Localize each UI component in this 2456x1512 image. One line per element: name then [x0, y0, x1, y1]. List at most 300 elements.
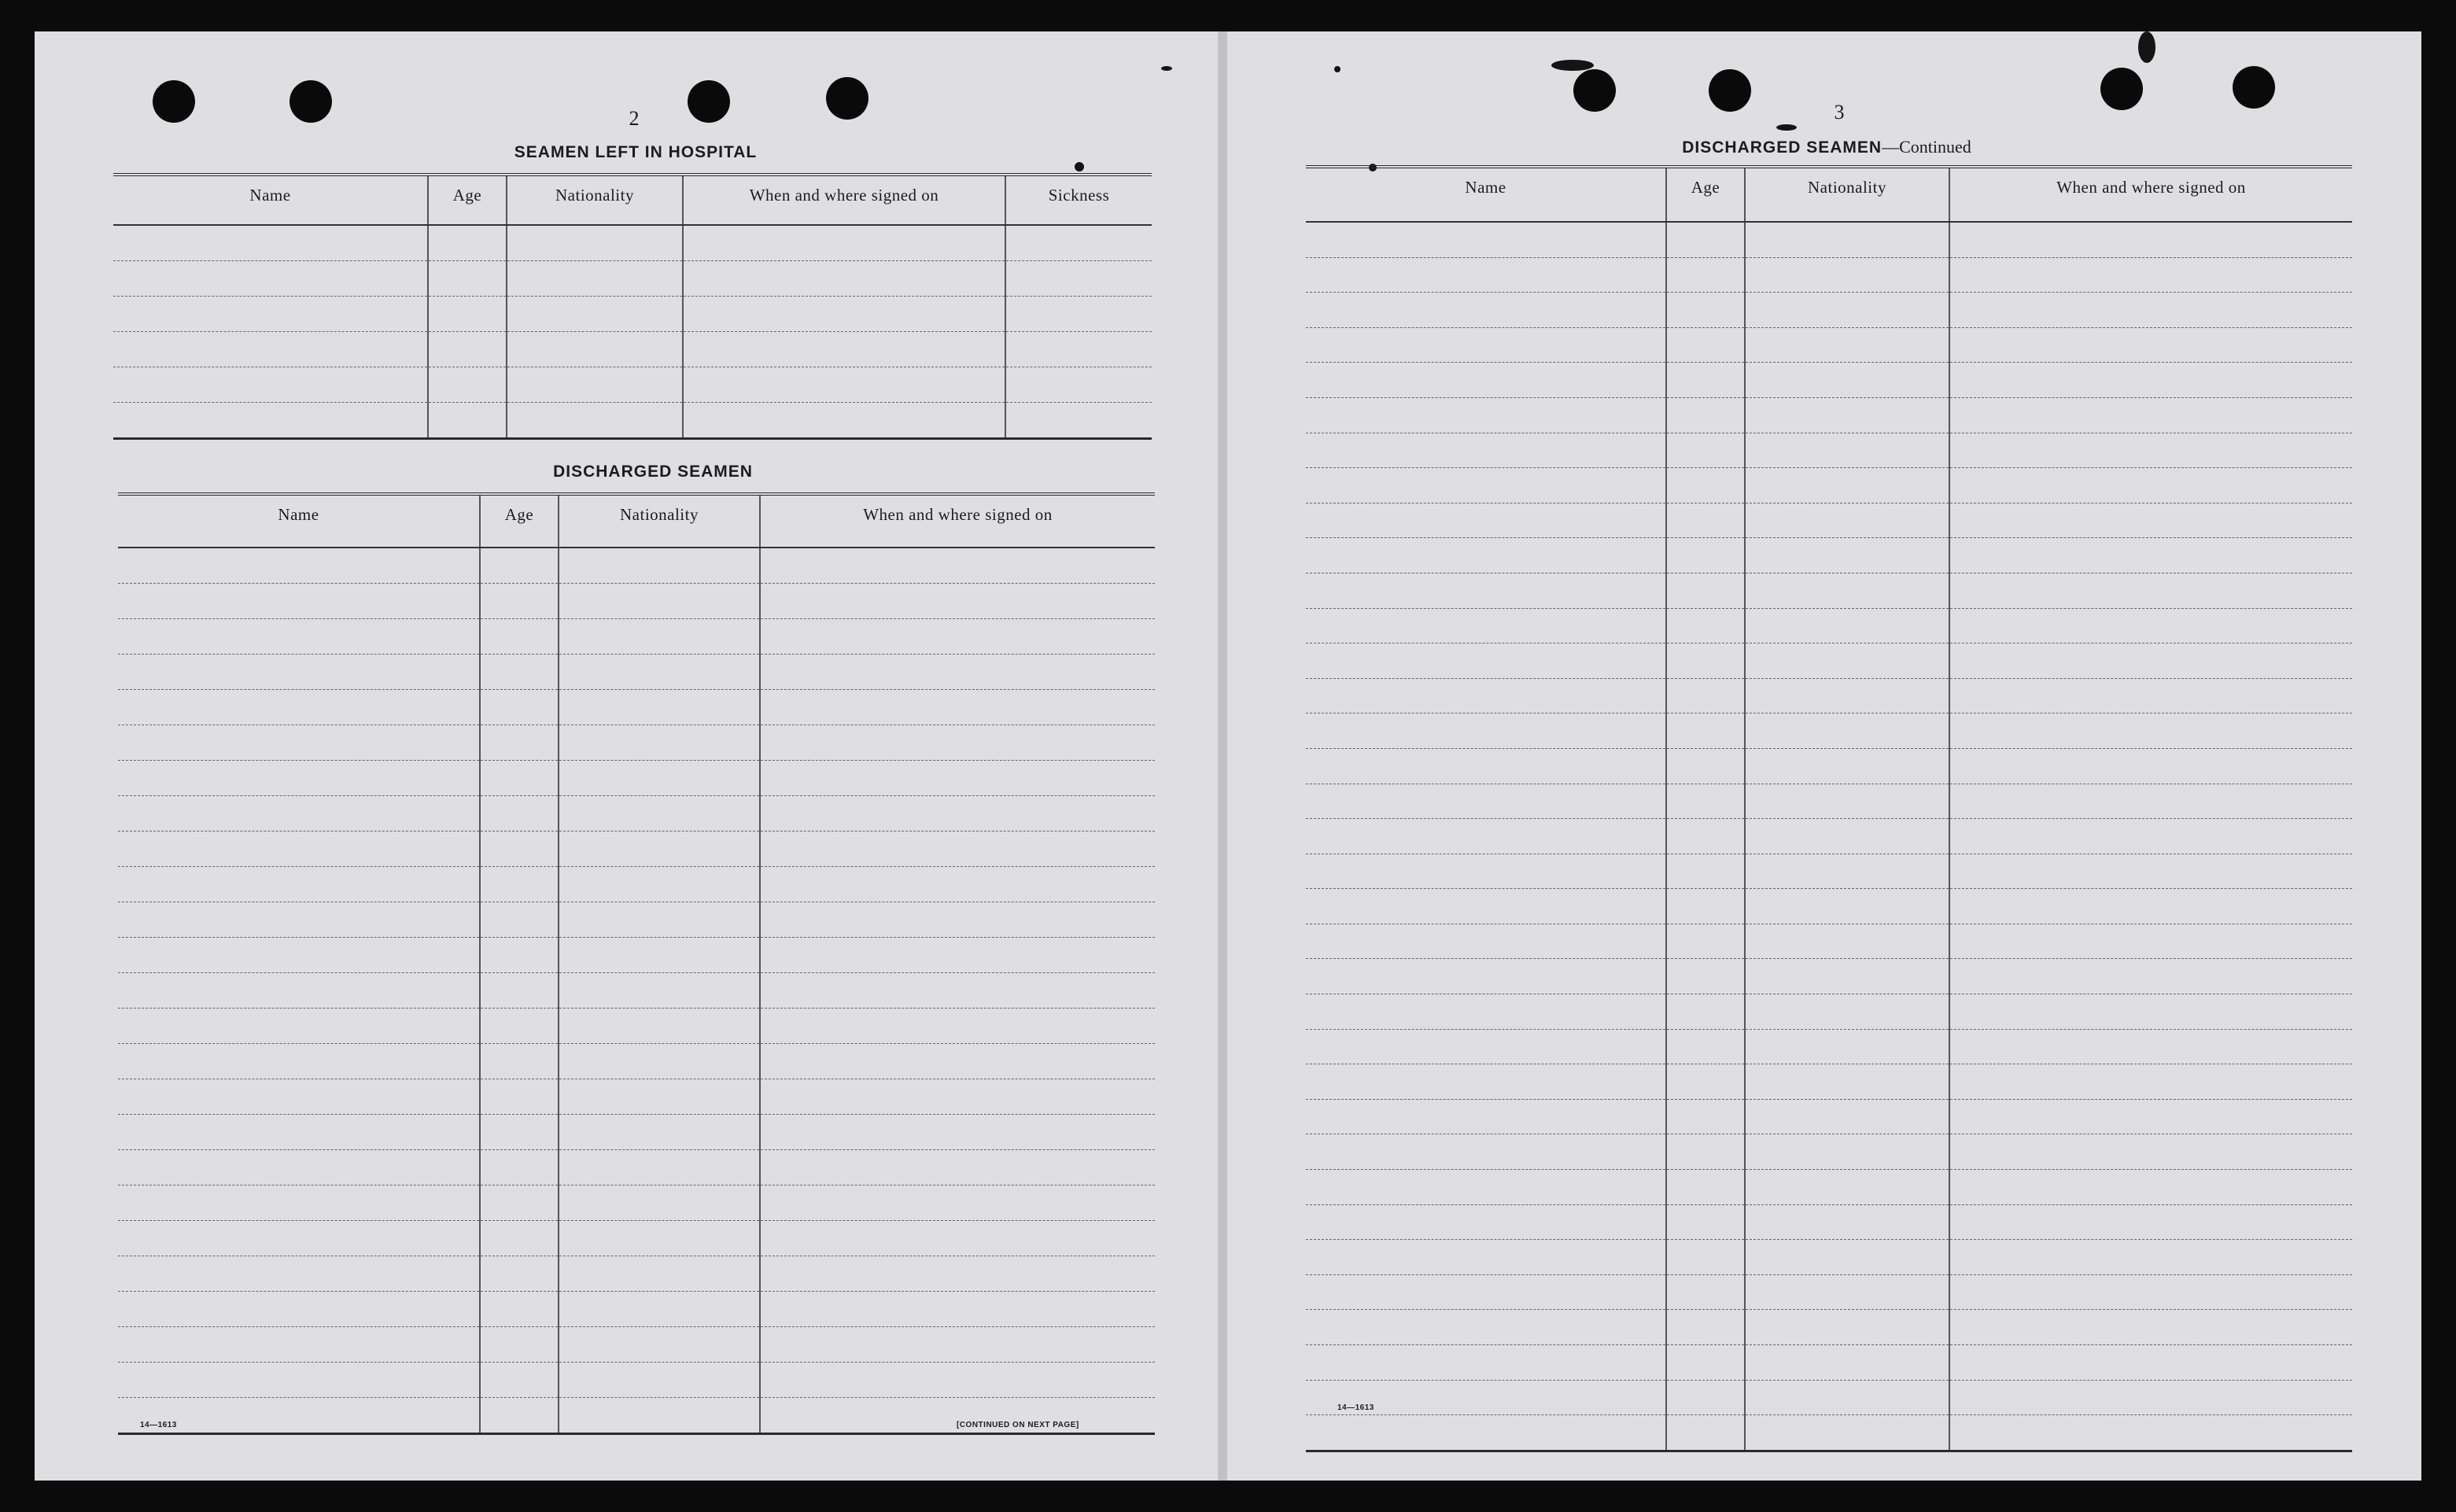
table-row	[1306, 257, 2352, 293]
form-number: 14—1613	[140, 1421, 177, 1429]
blank-cell	[559, 1150, 760, 1186]
blank-cell	[559, 1363, 760, 1398]
table-row	[113, 261, 1152, 297]
blank-cell	[1306, 1029, 1666, 1064]
blank-cell	[1666, 257, 1745, 293]
punch-hole	[826, 77, 868, 120]
blank-cell	[1745, 994, 1949, 1030]
blank-cell	[760, 832, 1155, 867]
blank-cell	[1745, 644, 1949, 679]
col-header-sickness: Sickness	[1005, 175, 1152, 225]
blank-cell	[1306, 1415, 1666, 1451]
table-row	[113, 367, 1152, 403]
table-row	[1306, 714, 2352, 749]
blank-cell	[1745, 1274, 1949, 1310]
table-row	[118, 1186, 1155, 1221]
blank-cell	[1949, 222, 2352, 257]
blank-cell	[760, 1327, 1155, 1363]
blank-cell	[1666, 819, 1745, 854]
blank-cell	[1306, 1310, 1666, 1345]
blank-cell	[1306, 433, 1666, 468]
table-row	[118, 1327, 1155, 1363]
punch-hole	[2100, 68, 2143, 110]
blank-cell	[1306, 327, 1666, 363]
blank-cell	[1745, 889, 1949, 924]
blank-cell	[683, 403, 1005, 439]
table-row	[118, 619, 1155, 655]
blank-cell	[113, 225, 428, 261]
blank-cell	[1949, 1415, 2352, 1451]
blank-cell	[1666, 784, 1745, 819]
blank-cell	[559, 1044, 760, 1079]
blank-cell	[1745, 1204, 1949, 1240]
blank-cell	[480, 761, 559, 796]
col-header-name: Name	[118, 494, 480, 548]
blank-cell	[1306, 678, 1666, 714]
blank-cell	[118, 619, 480, 655]
blank-cell	[1005, 332, 1152, 367]
blank-cell	[559, 1221, 760, 1256]
blank-cell	[1745, 1029, 1949, 1064]
blank-cell	[760, 1186, 1155, 1221]
blank-cell	[1949, 397, 2352, 433]
blank-cell	[480, 796, 559, 832]
blank-cell	[118, 1256, 480, 1292]
table-row	[118, 1256, 1155, 1292]
col-header-signed-on: When and where signed on	[683, 175, 1005, 225]
blank-cell	[1745, 1064, 1949, 1100]
table-row	[1306, 994, 2352, 1030]
blank-cell	[118, 973, 480, 1009]
blank-cell	[1949, 994, 2352, 1030]
table-row	[1306, 1204, 2352, 1240]
blank-cell	[428, 225, 507, 261]
blank-cell	[1306, 538, 1666, 573]
blank-cell	[760, 619, 1155, 655]
blank-cell	[1306, 1170, 1666, 1205]
blank-cell	[559, 725, 760, 761]
blank-cell	[1306, 1204, 1666, 1240]
discharged-section-title: DISCHARGED SEAMEN	[553, 463, 753, 481]
blank-cell	[559, 548, 760, 584]
table-header-row	[113, 175, 1152, 225]
blank-cell	[1949, 1240, 2352, 1275]
punch-hole	[2233, 66, 2275, 109]
blank-cell	[683, 297, 1005, 332]
table-row	[1306, 1415, 2352, 1451]
blank-cell	[118, 725, 480, 761]
blank-cell	[1666, 748, 1745, 784]
blank-cell	[1666, 1310, 1745, 1345]
blank-cell	[118, 1044, 480, 1079]
table-row	[1306, 854, 2352, 889]
blank-cell	[1666, 573, 1745, 608]
table-row	[113, 225, 1152, 261]
blank-cell	[1745, 397, 1949, 433]
table-row	[118, 584, 1155, 619]
blank-cell	[760, 973, 1155, 1009]
blank-cell	[1949, 924, 2352, 959]
blank-cell	[480, 832, 559, 867]
blank-cell	[1666, 397, 1745, 433]
blank-cell	[1949, 363, 2352, 398]
blank-cell	[1949, 293, 2352, 328]
table-row	[118, 548, 1155, 584]
blank-cell	[118, 655, 480, 690]
blank-cell	[1949, 1345, 2352, 1381]
form-number: 14—1613	[1337, 1403, 1374, 1412]
page-number: 3	[1834, 101, 1845, 124]
blank-cell	[559, 1079, 760, 1115]
blank-cell	[559, 832, 760, 867]
blank-cell	[1666, 1415, 1745, 1451]
blank-cell	[480, 867, 559, 902]
blank-cell	[480, 725, 559, 761]
blank-cell	[507, 367, 683, 403]
col-header-age: Age	[480, 494, 559, 548]
blank-cell	[1666, 468, 1745, 503]
blank-cell	[118, 1186, 480, 1221]
table-row	[1306, 678, 2352, 714]
blank-cell	[1666, 1204, 1745, 1240]
blank-cell	[480, 1186, 559, 1221]
blank-cell	[760, 761, 1155, 796]
blank-cell	[1306, 363, 1666, 398]
blank-cell	[1306, 222, 1666, 257]
table-row	[1306, 503, 2352, 538]
blank-cell	[113, 332, 428, 367]
blank-cell	[683, 367, 1005, 403]
blank-cell	[1666, 644, 1745, 679]
blank-cell	[1745, 1099, 1949, 1134]
blank-cell	[559, 1292, 760, 1327]
blank-cell	[1306, 1099, 1666, 1134]
blank-cell	[559, 619, 760, 655]
blank-cell	[760, 796, 1155, 832]
table-row	[113, 332, 1152, 367]
blank-cell	[760, 1115, 1155, 1150]
blank-cell	[1306, 748, 1666, 784]
blank-cell	[1745, 1240, 1949, 1275]
blank-cell	[559, 938, 760, 973]
blank-cell	[1306, 644, 1666, 679]
blank-cell	[1666, 503, 1745, 538]
blank-cell	[683, 225, 1005, 261]
blank-cell	[559, 1115, 760, 1150]
blank-cell	[118, 1079, 480, 1115]
blank-cell	[1306, 573, 1666, 608]
blank-cell	[1666, 959, 1745, 994]
blank-cell	[118, 1115, 480, 1150]
blank-cell	[480, 1009, 559, 1044]
blank-cell	[559, 1398, 760, 1434]
blank-cell	[1306, 1274, 1666, 1310]
blank-cell	[1949, 573, 2352, 608]
table-row	[1306, 293, 2352, 328]
ink-speck	[1334, 66, 1340, 72]
blank-cell	[480, 1044, 559, 1079]
blank-cell	[760, 867, 1155, 902]
blank-cell	[1666, 714, 1745, 749]
blank-cell	[1666, 854, 1745, 889]
blank-cell	[1666, 293, 1745, 328]
table-row	[1306, 538, 2352, 573]
blank-cell	[1666, 538, 1745, 573]
blank-cell	[113, 403, 428, 439]
blank-cell	[1745, 854, 1949, 889]
table-row	[1306, 1029, 2352, 1064]
hospital-section-title: SEAMEN LEFT IN HOSPITAL	[514, 143, 758, 161]
blank-cell	[1745, 1345, 1949, 1381]
blank-cell	[1745, 924, 1949, 959]
blank-cell	[480, 584, 559, 619]
table-row	[118, 902, 1155, 938]
blank-cell	[480, 938, 559, 973]
table-row	[1306, 1099, 2352, 1134]
blank-cell	[480, 902, 559, 938]
blank-cell	[1306, 468, 1666, 503]
table-row	[1306, 1345, 2352, 1381]
blank-cell	[1666, 222, 1745, 257]
blank-cell	[1745, 363, 1949, 398]
blank-cell	[1306, 293, 1666, 328]
blank-cell	[1306, 397, 1666, 433]
table-row	[1306, 1240, 2352, 1275]
blank-cell	[1949, 959, 2352, 994]
blank-cell	[1949, 503, 2352, 538]
blank-cell	[1666, 1064, 1745, 1100]
blank-cell	[1666, 608, 1745, 644]
blank-cell	[1306, 714, 1666, 749]
blank-cell	[1005, 403, 1152, 439]
table-row	[118, 867, 1155, 902]
blank-cell	[1666, 924, 1745, 959]
table-row	[118, 1221, 1155, 1256]
blank-cell	[760, 725, 1155, 761]
table-row	[118, 973, 1155, 1009]
blank-cell	[1949, 468, 2352, 503]
blank-cell	[760, 902, 1155, 938]
table-row	[1306, 1380, 2352, 1415]
blank-cell	[1949, 433, 2352, 468]
table-header-row	[1306, 167, 2352, 222]
table-row	[118, 796, 1155, 832]
blank-cell	[1949, 1170, 2352, 1205]
blank-cell	[1666, 1029, 1745, 1064]
blank-cell	[559, 1327, 760, 1363]
blank-cell	[1949, 854, 2352, 889]
blank-cell	[1666, 994, 1745, 1030]
blank-cell	[1745, 293, 1949, 328]
blank-cell	[1306, 819, 1666, 854]
col-header-name: Name	[113, 175, 428, 225]
blank-cell	[480, 1363, 559, 1398]
blank-cell	[507, 261, 683, 297]
blank-cell	[1949, 257, 2352, 293]
blank-cell	[559, 1256, 760, 1292]
blank-cell	[1745, 257, 1949, 293]
table-row	[1306, 222, 2352, 257]
blank-cell	[480, 1327, 559, 1363]
blank-cell	[1745, 678, 1949, 714]
blank-cell	[1949, 327, 2352, 363]
blank-cell	[559, 1009, 760, 1044]
ink-speck	[1551, 60, 1594, 71]
blank-cell	[683, 332, 1005, 367]
table-row	[1306, 889, 2352, 924]
blank-cell	[760, 1044, 1155, 1079]
blank-cell	[1666, 1134, 1745, 1170]
ink-speck	[1075, 162, 1084, 171]
blank-cell	[480, 1292, 559, 1327]
page-gutter	[1218, 31, 1227, 1481]
blank-cell	[1745, 327, 1949, 363]
blank-cell	[1005, 225, 1152, 261]
blank-cell	[480, 1221, 559, 1256]
blank-cell	[118, 584, 480, 619]
col-header-name: Name	[1306, 167, 1666, 222]
table-row	[118, 761, 1155, 796]
blank-cell	[559, 1186, 760, 1221]
blank-cell	[118, 1327, 480, 1363]
table-header-row	[118, 494, 1155, 548]
blank-cell	[480, 1256, 559, 1292]
blank-cell	[1745, 819, 1949, 854]
continued-note: [CONTINUED ON NEXT PAGE]	[957, 1421, 1079, 1429]
col-header-age: Age	[428, 175, 507, 225]
blank-cell	[1949, 538, 2352, 573]
blank-cell	[1306, 1134, 1666, 1170]
table-row	[1306, 1310, 2352, 1345]
blank-cell	[480, 690, 559, 725]
blank-cell	[1949, 678, 2352, 714]
table-row	[118, 1115, 1155, 1150]
discharged-continued-title-main: DISCHARGED SEAMEN	[1682, 138, 1883, 157]
blank-cell	[1745, 714, 1949, 749]
col-header-signed-on: When and where signed on	[760, 494, 1155, 548]
table-row	[118, 690, 1155, 725]
blank-cell	[1306, 257, 1666, 293]
table-row	[118, 1044, 1155, 1079]
blank-cell	[507, 403, 683, 439]
blank-cell	[1745, 1380, 1949, 1415]
col-header-nationality: Nationality	[559, 494, 760, 548]
blank-cell	[760, 1009, 1155, 1044]
table-row	[1306, 1274, 2352, 1310]
blank-cell	[1306, 994, 1666, 1030]
blank-cell	[480, 1115, 559, 1150]
table-row	[1306, 363, 2352, 398]
blank-cell	[1949, 1064, 2352, 1100]
table-row	[118, 832, 1155, 867]
blank-cell	[1666, 363, 1745, 398]
blank-cell	[1745, 222, 1949, 257]
blank-cell	[428, 367, 507, 403]
ink-speck	[2138, 31, 2155, 63]
blank-cell	[559, 867, 760, 902]
blank-cell	[118, 1221, 480, 1256]
blank-cell	[1745, 468, 1949, 503]
blank-cell	[1949, 1134, 2352, 1170]
col-header-nationality: Nationality	[507, 175, 683, 225]
blank-cell	[1306, 959, 1666, 994]
blank-cell	[559, 584, 760, 619]
blank-cell	[1666, 678, 1745, 714]
blank-cell	[559, 655, 760, 690]
blank-cell	[118, 867, 480, 902]
blank-cell	[118, 690, 480, 725]
continued-suffix: —Continued	[1882, 137, 1971, 157]
blank-cell	[1306, 608, 1666, 644]
table-row	[1306, 327, 2352, 363]
table-row	[113, 403, 1152, 439]
blank-cell	[760, 690, 1155, 725]
table-row	[1306, 1064, 2352, 1100]
hospital-table	[113, 173, 1152, 440]
blank-cell	[1745, 503, 1949, 538]
blank-cell	[113, 261, 428, 297]
blank-cell	[480, 1150, 559, 1186]
blank-cell	[760, 1150, 1155, 1186]
table-row	[118, 725, 1155, 761]
blank-cell	[1949, 644, 2352, 679]
blank-cell	[760, 584, 1155, 619]
blank-cell	[1666, 433, 1745, 468]
punch-hole	[1573, 69, 1616, 112]
blank-cell	[1745, 784, 1949, 819]
blank-cell	[428, 403, 507, 439]
blank-cell	[1949, 1204, 2352, 1240]
table-row	[118, 1009, 1155, 1044]
blank-cell	[1666, 1345, 1745, 1381]
discharged-table	[118, 492, 1155, 1435]
blank-cell	[507, 225, 683, 261]
blank-cell	[1745, 433, 1949, 468]
blank-cell	[1666, 1274, 1745, 1310]
table-row	[1306, 748, 2352, 784]
blank-cell	[760, 1363, 1155, 1398]
blank-cell	[428, 261, 507, 297]
blank-cell	[480, 619, 559, 655]
blank-cell	[760, 1079, 1155, 1115]
blank-cell	[760, 548, 1155, 584]
table-row	[1306, 608, 2352, 644]
table-row	[1306, 573, 2352, 608]
blank-cell	[1949, 819, 2352, 854]
discharged-continued-table	[1306, 165, 2352, 1452]
table-row	[118, 938, 1155, 973]
table-row	[1306, 959, 2352, 994]
blank-cell	[1745, 1415, 1949, 1451]
table-row	[1306, 468, 2352, 503]
blank-cell	[1949, 889, 2352, 924]
table-row	[118, 1079, 1155, 1115]
blank-cell	[1745, 748, 1949, 784]
blank-cell	[1666, 1240, 1745, 1275]
blank-cell	[760, 1256, 1155, 1292]
blank-cell	[559, 761, 760, 796]
blank-cell	[1745, 608, 1949, 644]
blank-cell	[113, 297, 428, 332]
blank-cell	[428, 332, 507, 367]
blank-cell	[1949, 1380, 2352, 1415]
table-row	[118, 1363, 1155, 1398]
blank-cell	[1949, 608, 2352, 644]
blank-cell	[760, 655, 1155, 690]
blank-cell	[1666, 1170, 1745, 1205]
blank-cell	[1306, 1064, 1666, 1100]
blank-cell	[1666, 1099, 1745, 1134]
